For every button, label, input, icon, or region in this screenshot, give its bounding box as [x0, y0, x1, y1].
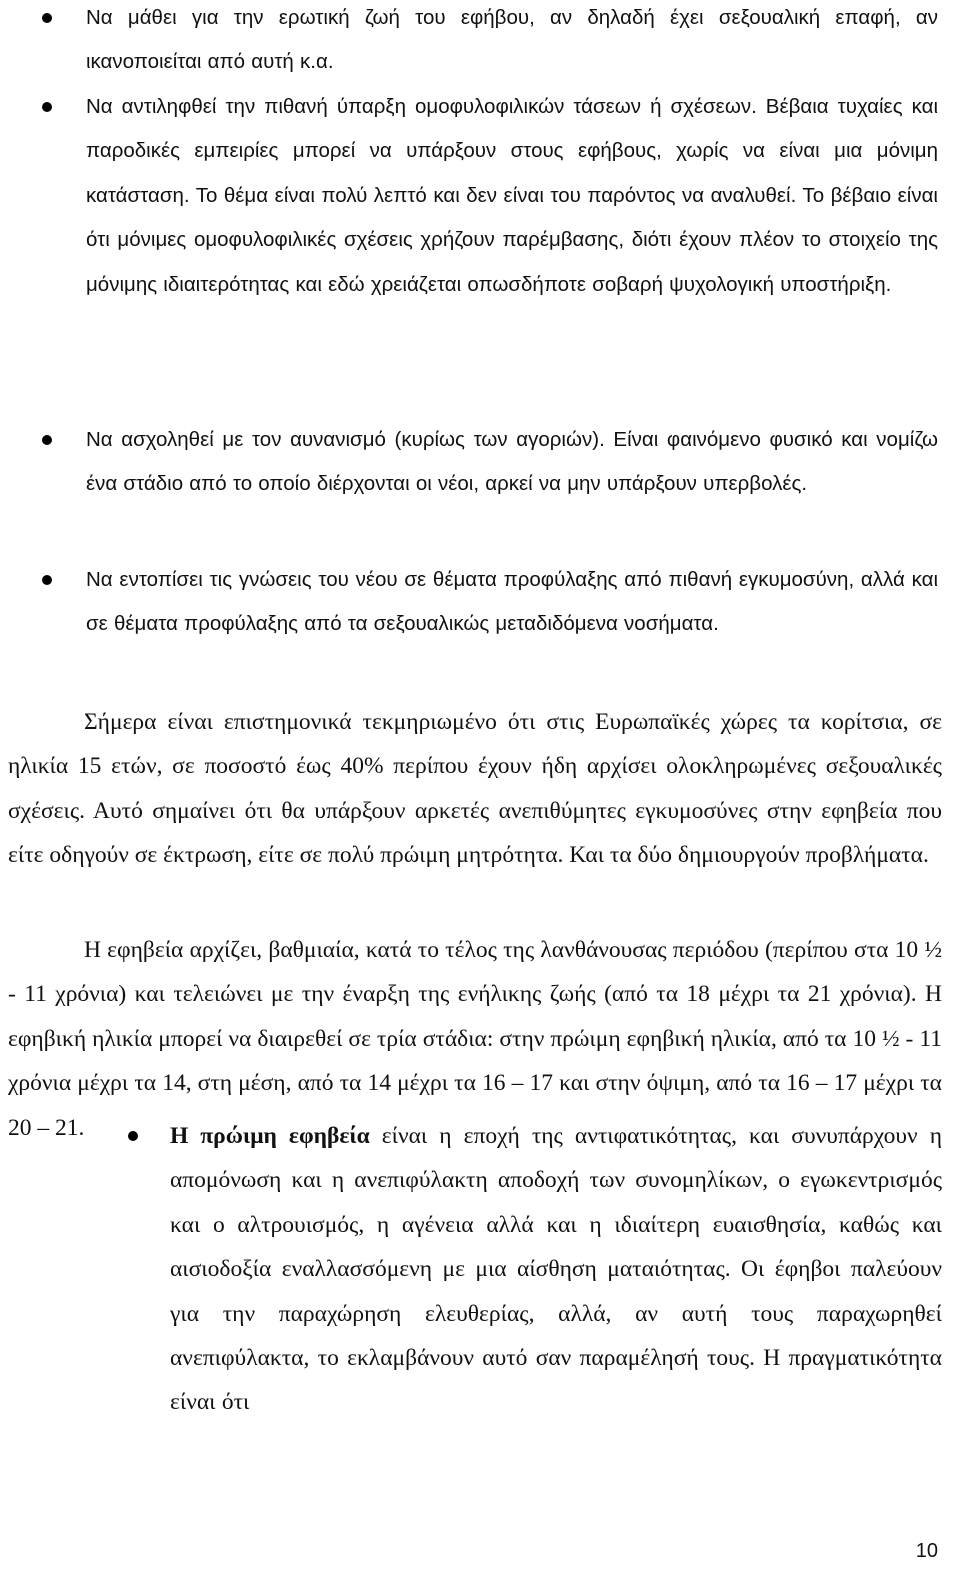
- bullet-icon: [42, 102, 52, 112]
- page-number: 10: [915, 1540, 938, 1562]
- early-adolescence-term: Η πρώιμη εφηβεία: [170, 1123, 370, 1149]
- bullet-item-homosexual-tendencies: Να αντιληφθεί την πιθανή ύπαρξη ομοφυλοφιλικών τάσεων ή σχέσεων. Βέβαια τυχαίες και παροδικές εμπειρίες μπορεί να υπάρξουν στους εφήβους, χωρίς να είναι μια μόνιμη κατάσταση. Το θέμα είναι πολύ λεπτό και δεν είναι του παρόντος να αναλυθεί. Το βέβαιο είναι ότι μόνιμες ομοφυλοφιλικές σχέσεις χρήζουν παρέμβασης, διότι έχουν πλέον το στοιχείο της μόνιμης ιδιαιτερότητας και εδώ χρειάζεται οπωσδήποτε σοβαρή ψυχολογική υποστήριξη.: [86, 95, 938, 296]
- bullet-item-prevention-knowledge: Να εντοπίσει τις γνώσεις του νέου σε θέματα προφύλαξης από πιθανή εγκυμοσύνη, αλλά και σε θέματα προφύλαξης από τα σεξουαλικώς μεταδιδόμενα νοσήματα.: [86, 568, 938, 636]
- bullet-icon: [128, 1131, 138, 1141]
- bullet-item-early-adolescence: [170, 1114, 942, 1425]
- bullet-icon: [42, 435, 52, 445]
- bullet-item-masturbation: Να ασχοληθεί με τον αυνανισμό (κυρίως των αγοριών). Είναι φαινόμενο φυσικό και νομίζω ένα στάδιο από το οποίο διέρχονται οι νέοι, αρκεί να μην υπάρξουν υπερβολές.: [86, 428, 938, 496]
- bullet-icon: [42, 575, 52, 585]
- bullet-icon: [42, 13, 52, 23]
- early-adolescence-description: είναι η εποχή της αντιφατικότητας, και συνυπάρχουν η απομόνωση και η ανεπιφύλακτη αποδοχή των συνομηλίκων, ο εγωκεντρισμός και ο αλτρουισμός, η αγένεια αλλά και η ιδιαίτερη ευαισθησία, καθώς και αισιοδοξία εναλλασσόμενη με μια αίσθηση ματαιότητας. Οι έφηβοι παλεύουν για την παραχώρηση ελευθερίας, αλλά, αν αυτή τους παραχωρηθεί ανεπιφύλακτα, το εκλαμβάνουν αυτό σαν παραμέλησή τους. Η πραγματικότητα είναι ότι: [170, 1123, 942, 1416]
- paragraph-statistics: Σήμερα είναι επιστημονικά τεκμηριωμένο ότι στις Ευρωπαϊκές χώρες τα κορίτσια, σε ηλικία 15 ετών, σε ποσοστό έως 40% περίπου έχουν ήδη αρχίσει ολοκληρωμένες σεξουαλικές σχέσεις. Αυτό σημαίνει ότι θα υπάρξουν αρκετές ανεπιθύμητες εγκυμοσύνες στην εφηβεία που είτε οδηγούν σε έκτρωση, είτε σε πολύ πρώιμη μητρότητα. Και τα δύο δημιουργούν προβλήματα.: [8, 709, 942, 869]
- bullet-item-sexual-life: Να μάθει για την ερωτική ζωή του εφήβου, αν δηλαδή έχει σεξουαλική επαφή, αν ικανοποιείται από αυτή κ.α.: [86, 6, 938, 74]
- paragraph-adolescence-stages: Η εφηβεία αρχίζει, βαθμιαία, κατά το τέλος της λανθάνουσας περιόδου (περίπου στα 10 ½ - 11 χρόνια) και τελειώνει με την έναρξη της ενήλικης ζωής (από τα 18 μέχρι τα 21 χρόνια). Η εφηβική ηλικία μπορεί να διαιρεθεί σε τρία στάδια: στην πρώιμη εφηβική ηλικία, από τα 10 ½ - 11 χρόνια μέχρι τα 14, στη μέση, από τα 14 μέχρι τα 16 – 17 και στην όψιμη, από τα 16 – 17 μέχρι τα 20 – 21.: [8, 937, 942, 1141]
